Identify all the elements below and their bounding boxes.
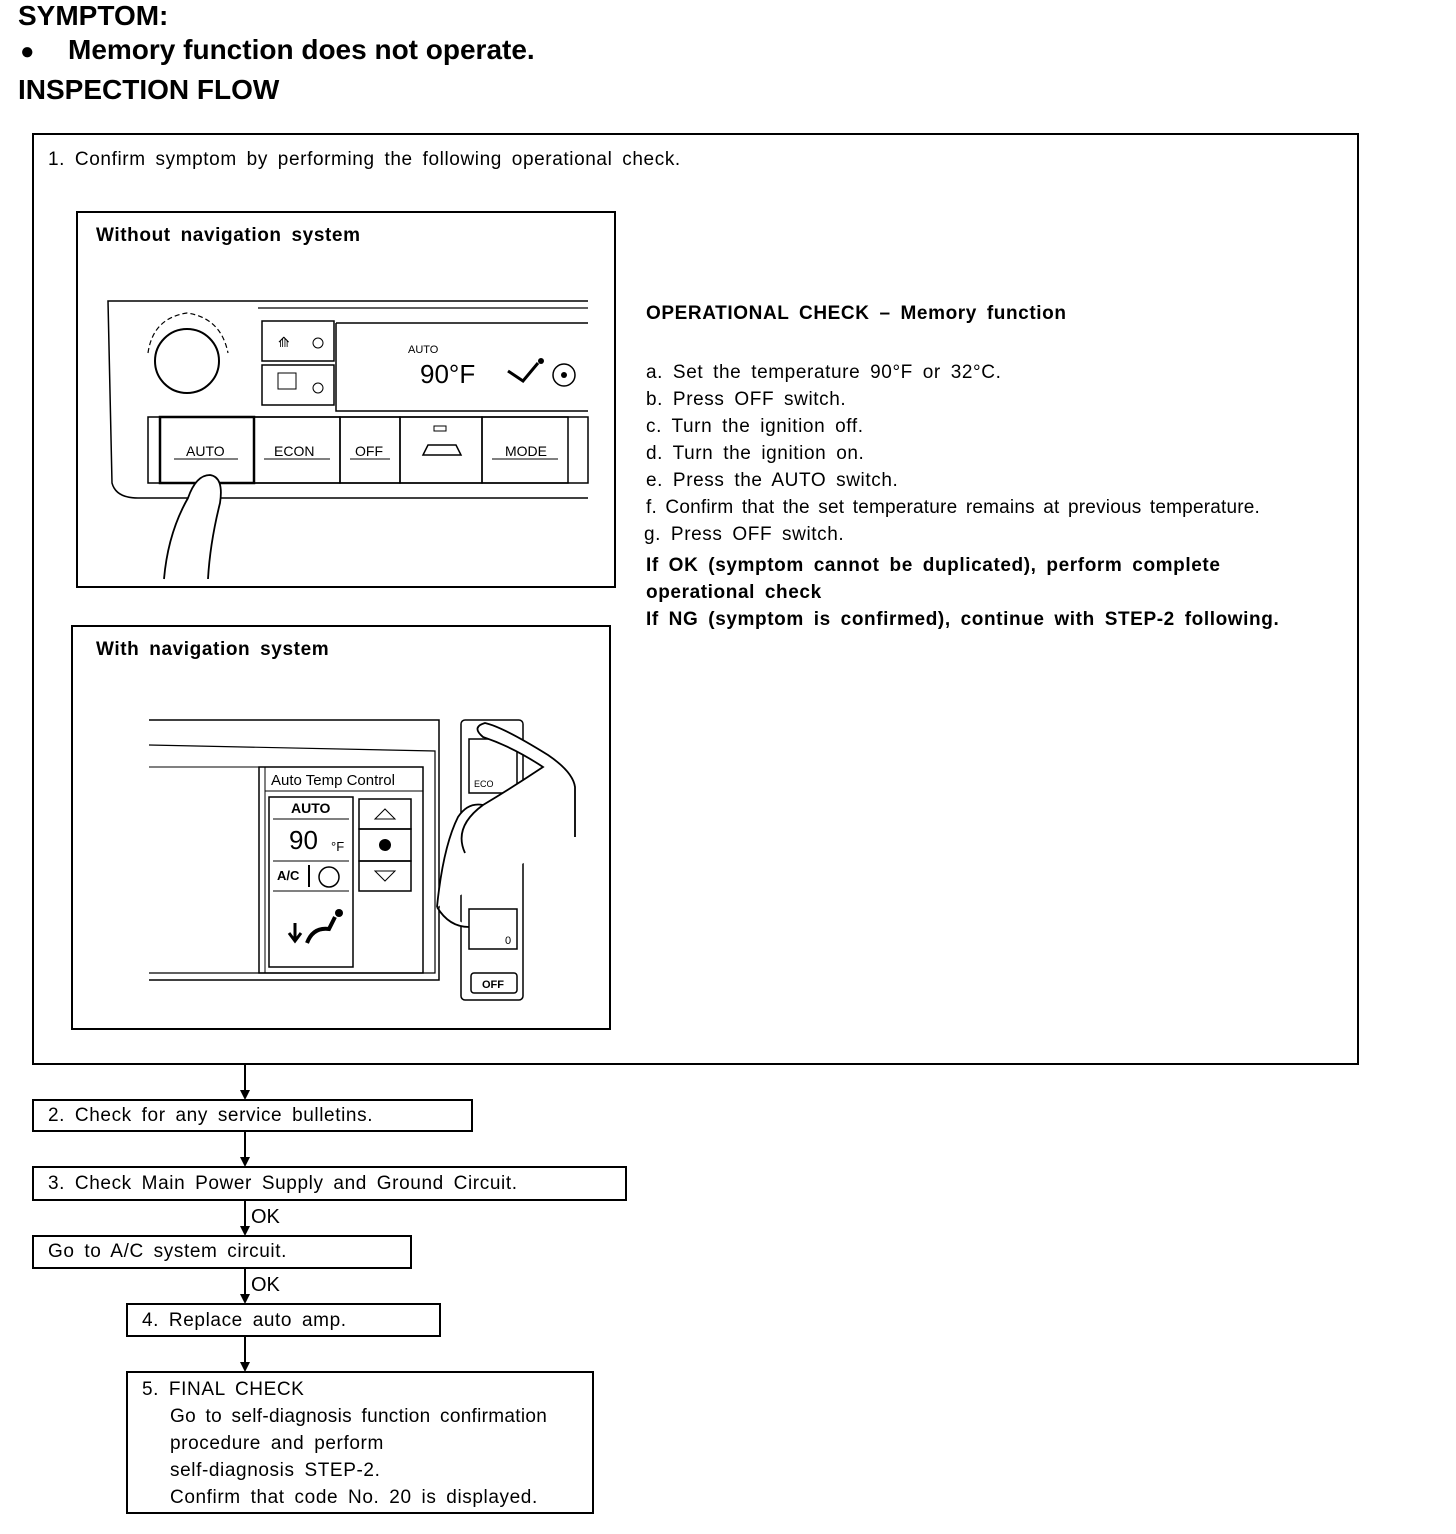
step1-box <box>32 133 1359 1065</box>
step2-text: 2. Check for any service bulletins. <box>48 1105 374 1126</box>
check-step-e: e. Press the AUTO switch. <box>646 470 899 491</box>
step5-line4: Confirm that code No. 20 is displayed. <box>170 1487 538 1508</box>
step3-box <box>32 1166 627 1201</box>
connector-4-5 <box>244 1337 246 1363</box>
recirculation-button[interactable] <box>400 417 482 483</box>
step5-title: 5. FINAL CHECK <box>142 1379 305 1400</box>
check-step-c: c. Turn the ignition off. <box>646 416 864 437</box>
figure-without-title: Without navigation system <box>96 225 361 246</box>
mode-button-label: MODE <box>505 443 547 459</box>
check-step-b: b. Press OFF switch. <box>646 389 847 410</box>
ok-label-2: OK <box>251 1274 280 1296</box>
figure-with-navigation <box>71 625 611 1030</box>
screen-auto: AUTO <box>291 800 331 816</box>
step5-line3: self-diagnosis STEP-2. <box>170 1460 381 1481</box>
ok-label-1: OK <box>251 1206 280 1228</box>
down-arrow-icon <box>375 871 395 881</box>
front-defrost-button[interactable] <box>262 321 334 361</box>
figure-without-navigation <box>76 211 616 588</box>
front-defrost-icon: ⟰ <box>278 334 290 350</box>
check-step-d: d. Turn the ignition on. <box>646 443 865 464</box>
recirculation-icon <box>423 445 461 455</box>
up-arrow-icon <box>375 809 395 819</box>
side-digit: 0 <box>505 935 512 947</box>
off-button-label: OFF <box>355 443 383 459</box>
finger-icon <box>164 475 221 579</box>
inspection-flow-heading: INSPECTION FLOW <box>18 74 280 105</box>
result-ok-line1: If OK (symptom cannot be duplicated), perform complete <box>646 555 1221 576</box>
figure-with-title: With navigation system <box>96 639 330 660</box>
check-step-f: f. Confirm that the set temperature remains at previous temperature. <box>646 497 1261 518</box>
display-temp: 90°F <box>420 359 476 389</box>
side-eco-label: ECO <box>474 779 494 789</box>
symptom-heading: SYMPTOM: <box>18 0 169 31</box>
operational-check-title: OPERATIONAL CHECK – Memory function <box>646 303 1067 324</box>
auto-button-label: AUTO <box>186 443 225 459</box>
control-panel-illustration <box>78 213 614 586</box>
connector-ac-4 <box>244 1269 246 1295</box>
connector-2-3 <box>244 1132 246 1158</box>
side-off-label: OFF <box>482 979 504 991</box>
econ-button-label: ECON <box>274 443 315 459</box>
screen-ac: A/C <box>277 868 300 883</box>
connector-1-2 <box>244 1065 246 1091</box>
temperature-knob-icon <box>148 313 228 393</box>
navigation-screen-illustration <box>73 627 609 1028</box>
fan-button-icon <box>379 839 391 851</box>
step5-line2: procedure and perform <box>170 1433 384 1454</box>
step2-box <box>32 1099 473 1132</box>
step4-box <box>126 1303 441 1337</box>
check-step-a: a. Set the temperature 90°F or 32°C. <box>646 362 1002 383</box>
step5-box <box>126 1371 594 1514</box>
bullet-icon: ● <box>20 38 35 65</box>
result-ok-line2: operational check <box>646 582 822 603</box>
symptom-text: Memory function does not operate. <box>68 34 535 65</box>
rear-defrost-button[interactable] <box>262 365 334 405</box>
connector-3-ac <box>244 1201 246 1227</box>
screen-temp: 90 <box>289 825 318 855</box>
screen-unit: °F <box>331 839 345 854</box>
temp-down-button[interactable] <box>359 861 411 891</box>
temp-up-button[interactable] <box>359 799 411 829</box>
display-auto: AUTO <box>408 344 439 356</box>
check-step-g: g. Press OFF switch. <box>644 524 845 545</box>
step3-text: 3. Check Main Power Supply and Ground Circuit. <box>48 1173 518 1194</box>
result-ng: If NG (symptom is confirmed), continue with STEP-2 following. <box>646 609 1280 630</box>
screen-fan-icon <box>319 867 339 887</box>
airflow-mode-icon <box>289 923 301 941</box>
hand-icon <box>437 723 575 927</box>
goto-ac-text: Go to A/C system circuit. <box>48 1241 287 1262</box>
step5-line1: Go to self-diagnosis function confirmation <box>170 1406 548 1427</box>
fan-icon <box>508 358 575 386</box>
step4-text: 4. Replace auto amp. <box>142 1310 347 1331</box>
step1-text: 1. Confirm symptom by performing the following operational check. <box>48 149 681 170</box>
goto-ac-box <box>32 1235 412 1269</box>
screen-title: Auto Temp Control <box>271 772 395 789</box>
